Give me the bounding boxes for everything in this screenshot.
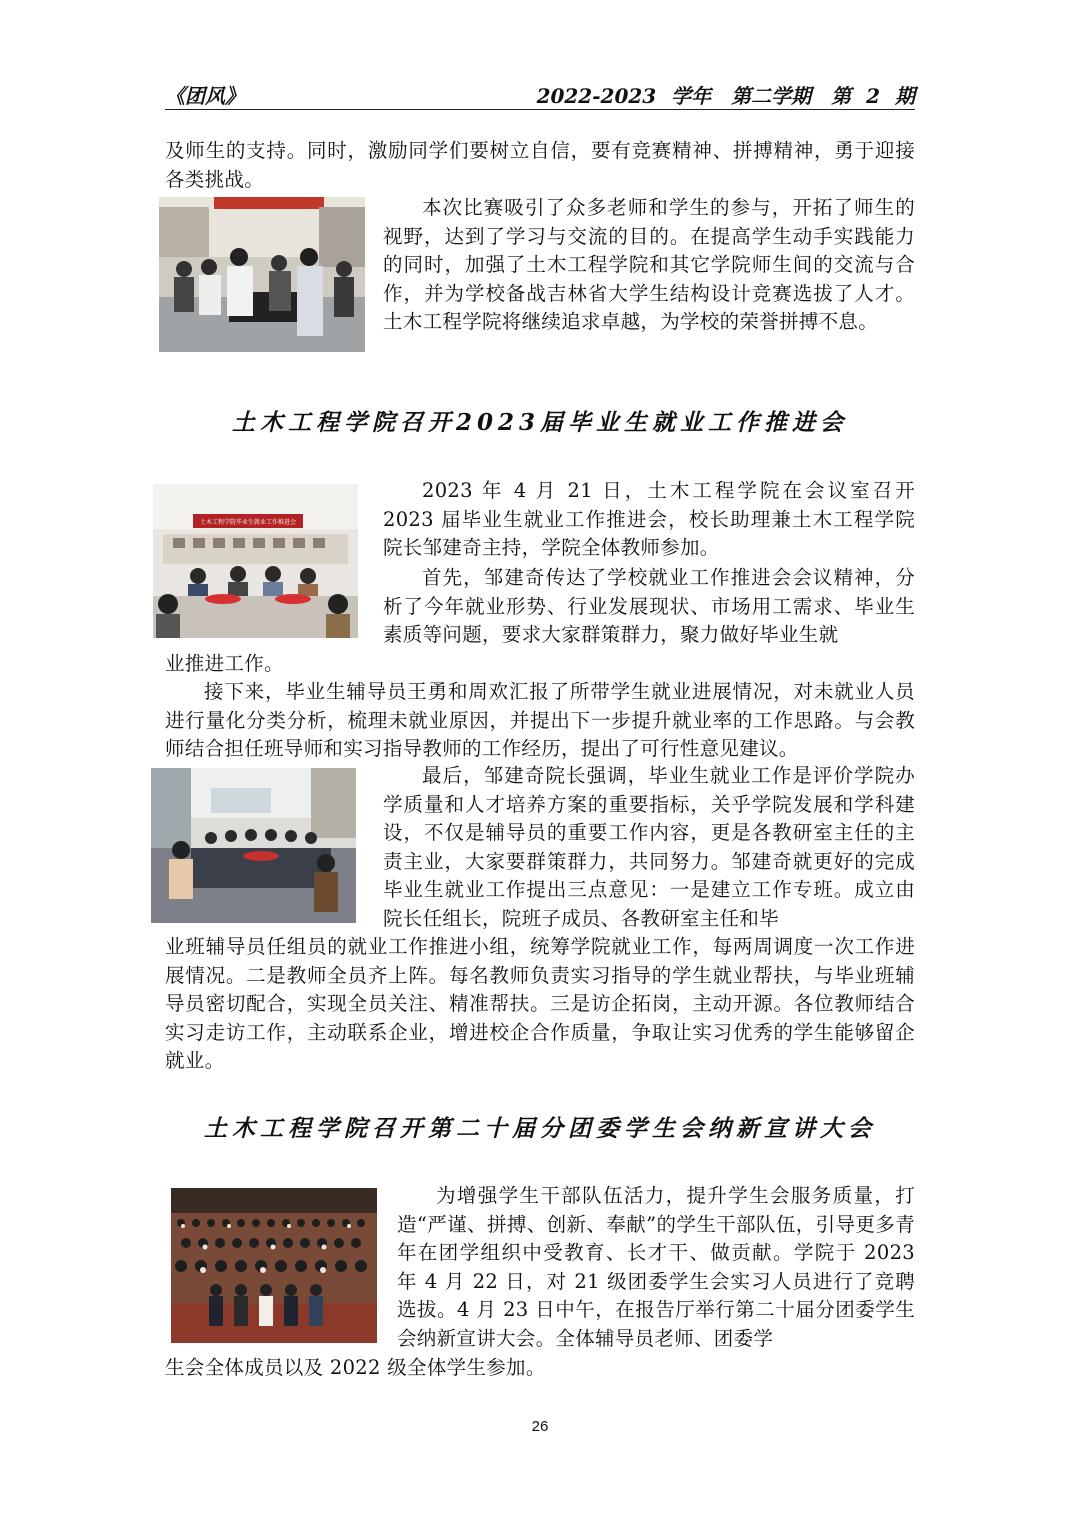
article1-paragraph-1: 及师生的支持。同时，激励同学们要树立自信，要有竞赛精神、拼搏精神，勇于迎接各类挑战。 [165, 139, 915, 191]
article2-paragraph-2-part1: 首先，邹建奇传达了学校就业工作推进会会议精神，分析了今年就业形势、行业发展现状、市场用工需求、毕业生素质等问题，要求大家群策群力，聚力做好毕业生就 [383, 566, 915, 646]
photo-competition [159, 197, 365, 352]
article1-paragraph-2: 本次比赛吸引了众多老师和学生的参与，开拓了师生的视野，达到了学习与交流的目的。在提高学生动手实践能力的同时，加强了土木工程学院和其它学院师生间的交流与合作，并为学校备战吉林省大学生结构设计竞赛选拔了人才。土木工程学院将继续追求卓越，为学校的荣誉拼搏不息。 [383, 196, 915, 333]
article3-title: 土木工程学院召开第二十届分团委学生会纳新宣讲大会 [204, 1115, 876, 1142]
article2-paragraph-3: 接下来，毕业生辅导员王勇和周欢汇报了所带学生就业进展情况，对未就业人员进行量化分类分析，梳理未就业原因，并提出下一步提升就业率的工作思路。与会教师结合担任班导师和实习指导教师的工作经历，提出了可行性意见建议。 [165, 680, 915, 760]
issue-info: 2022-2023 学年 第二学期 第 2 期 [536, 84, 915, 108]
article3-paragraph-1-part2: 生会全体成员以及 2022 级全体学生参加。 [165, 1356, 546, 1379]
header-divider [165, 109, 915, 110]
meeting-banner-text: 土木工程学院毕业生就业工作推进会 [199, 519, 297, 526]
article2-title: 土木工程学院召开2023届毕业生就业工作推进会 [231, 409, 848, 436]
photo-employment-meeting [153, 484, 358, 638]
article2-paragraph-4-part1: 最后，邹建奇院长强调，毕业生就业工作是评价学院办学质量和人才培养方案的重要指标，关乎学院发展和学科建设，不仅是辅导员的重要工作内容，更是各教研室主任的主责主业，大家要群策群力，共同努力。邹建奇就更好的完成毕业生就业工作提出三点意见：一是建立工作专班。成立由院长任组长，院班子成员、各教研室主任和毕 [383, 764, 915, 930]
magazine-name: 《团风》 [165, 84, 245, 108]
photo-teacher-meeting [151, 768, 356, 923]
article2-paragraph-1: 2023 年 4 月 21 日，土木工程学院在会议室召开 2023 届毕业生就业工作推进会，校长助理兼土木工程学院院长邹建奇主持，学院全体教师参加。 [383, 479, 915, 559]
photo-student-union-assembly [171, 1188, 377, 1343]
article2-paragraph-2-part2: 业推进工作。 [165, 652, 284, 675]
article3-paragraph-1 [0, 0, 1, 1]
article2-paragraph-4-part2: 业班辅导员任组员的就业工作推进小组，统筹学院就业工作，每两周调度一次工作进展情况。二是教师全员齐上阵。每名教师负责实习指导的学生就业帮扶，与毕业班辅导员密切配合，实现全员关注、精准帮扶。三是访企拓岗，主动开源。各位教师结合实习走访工作，主动联系企业，增进校企合作质量，争取让实习优秀的学生能够留企就业。 [165, 935, 915, 1072]
article3-paragraph-1-part1: 为增强学生干部队伍活力，提升学生会服务质量，打造“严谨、拼搏、创新、奉献”的学生干部队伍，引导更多青年在团学组织中受教育、长才干、做贡献。学院于 2023 年 4 月 22 日，对 21 级团委学生会实习人员进行了竞聘选拔。4 月 23 日中午，在报告厅举行第二十届分团委学生会纳新宣讲大会。全体辅导员老师、团委学 [397, 1184, 915, 1350]
page-number: 26 [531, 1418, 549, 1435]
